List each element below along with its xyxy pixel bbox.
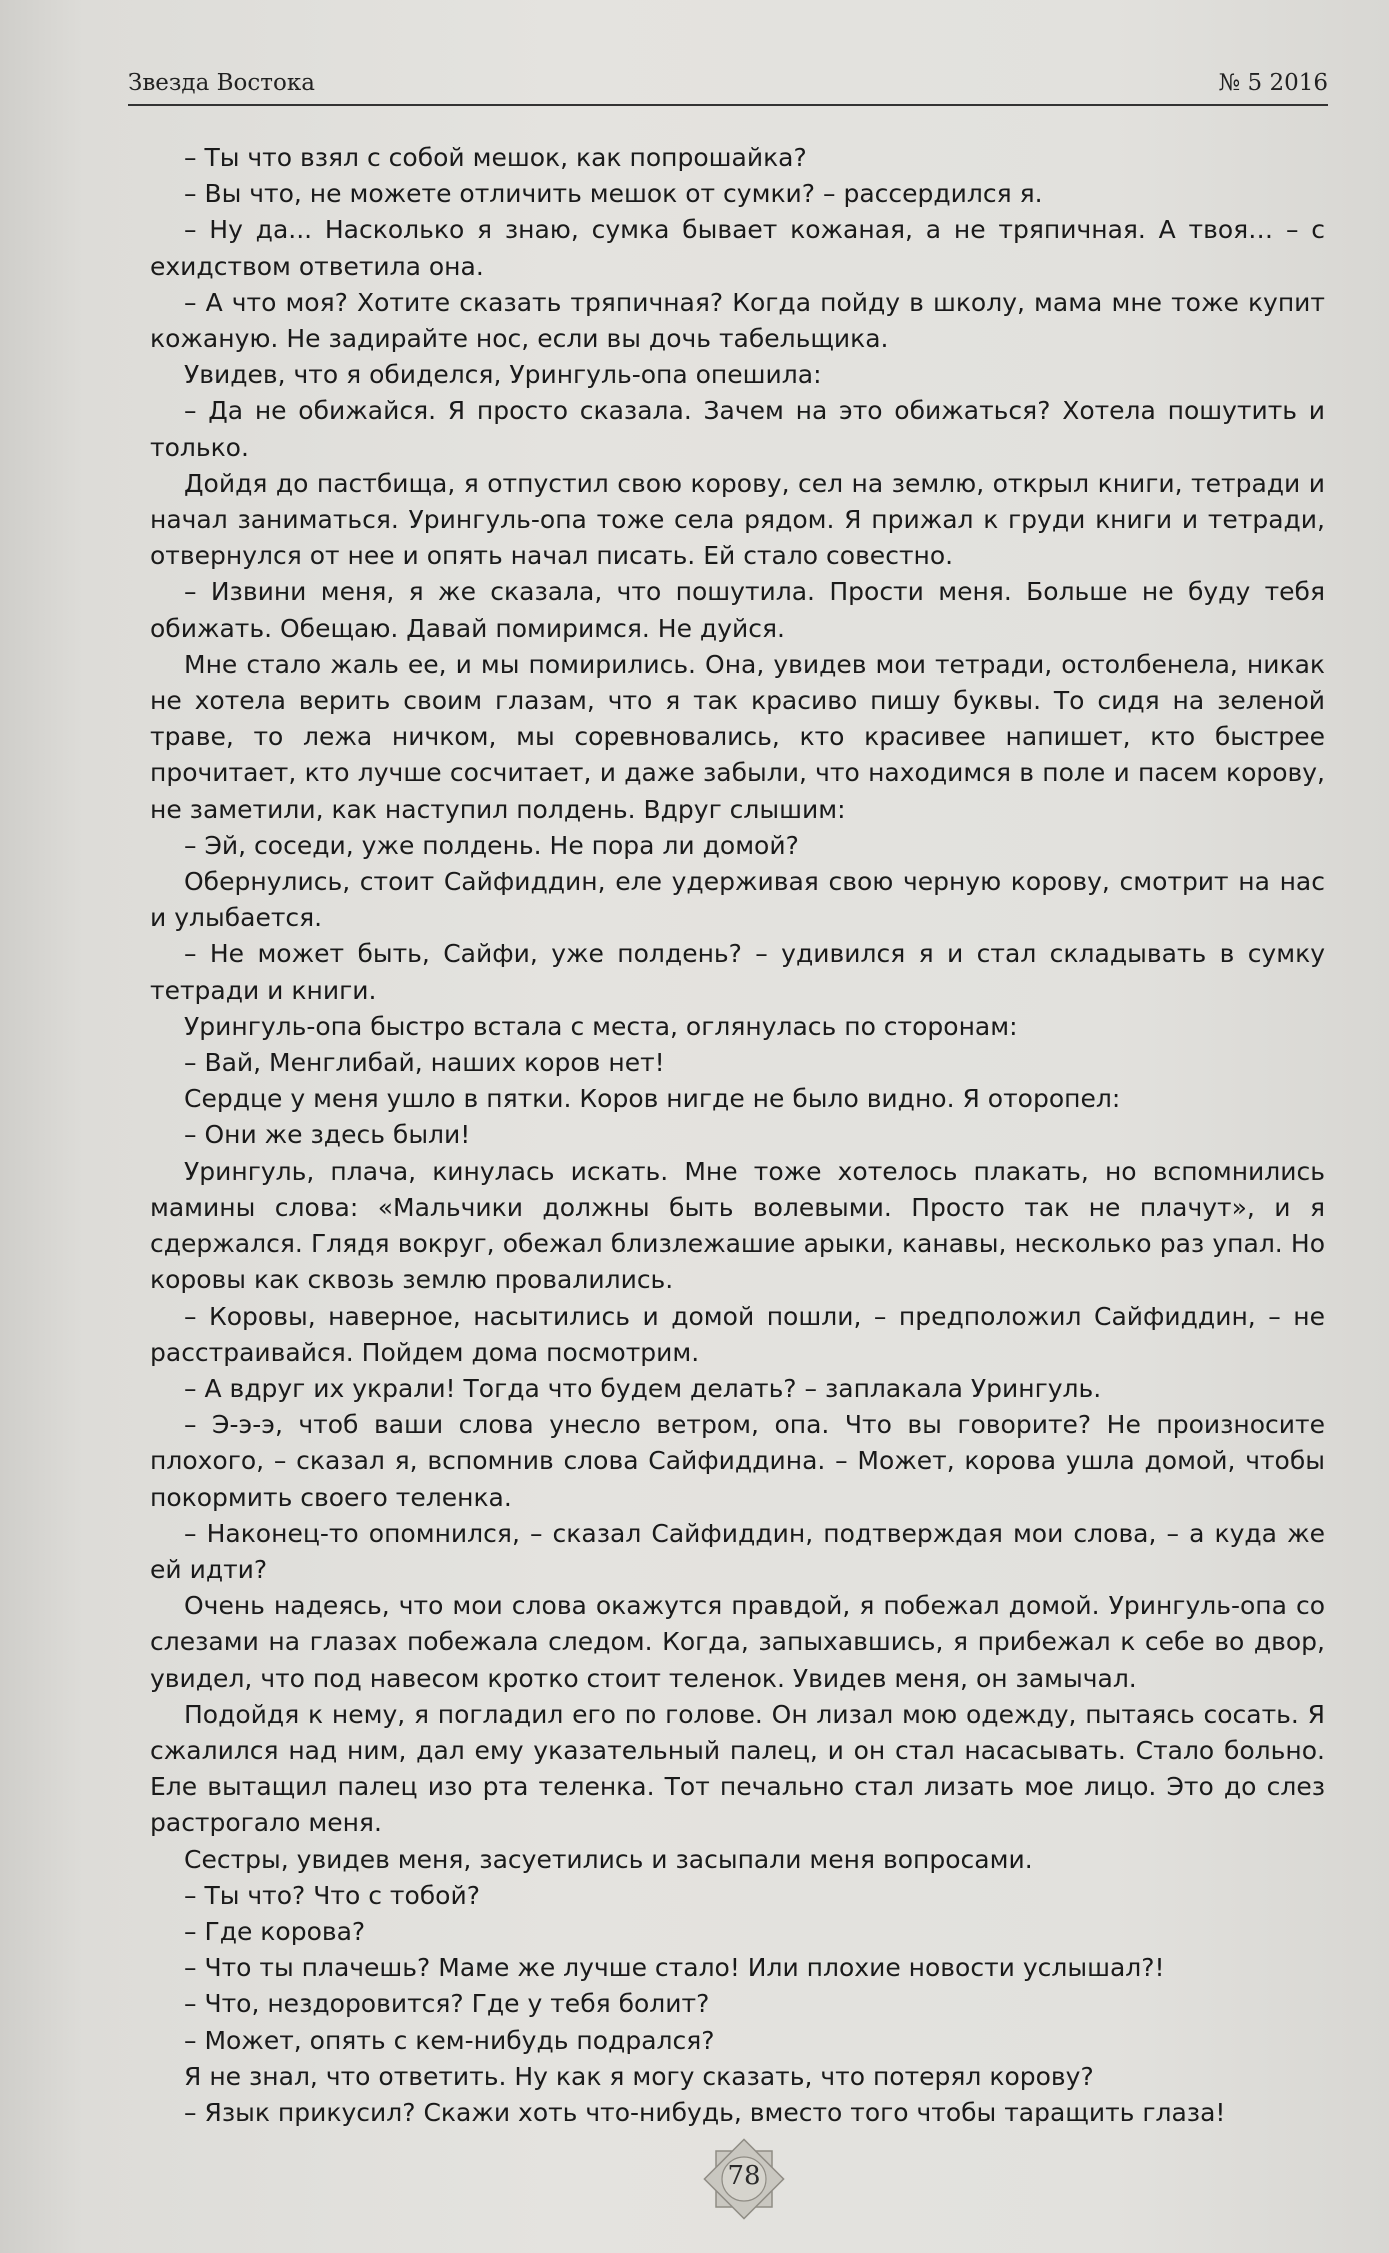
header-rule [128, 104, 1328, 106]
paragraph: – Вы что, не можете отличить мешок от сумки? – рассердился я. [184, 179, 1043, 209]
paragraph: Очень надеясь, что мои слова окажутся правдой, я побежал домой. Урингуль-опа со слезами на глазах побежала следом. Когда, запыхавшись, я прибежал к себе во двор, увидел, что под навесом кротко стоит теленок. Увидев меня, он замычал. [150, 1591, 1325, 1693]
page-number-badge [700, 2135, 788, 2223]
paragraph: – Коровы, наверное, насытились и домой пошли, – предположил Сайфиддин, – не расстраивайся. Пойдем дома посмотрим. [150, 1301, 1325, 1367]
paragraph: – Наконец-то опомнился, – сказал Сайфиддин, подтверждая мои слова, – а куда же ей идти? [150, 1518, 1325, 1584]
paragraph: Подойдя к нему, я погладил его по голове. Он лизал мою одежду, пытаясь сосать. Я сжалился над ним, дал ему указательный палец, и он стал насасывать. Стало больно. Еле вытащил палец изо рта теленка. Тот печально стал лизать мое лицо. Это до слез растрогало меня. [150, 1699, 1325, 1838]
paragraph: – Может, опять с кем-нибудь подрался? [184, 2025, 715, 2055]
paragraph: Сердце у меня ушло в пятки. Коров нигде не было видно. Я оторопел: [184, 1084, 1121, 1114]
paragraph: Мне стало жаль ее, и мы помирились. Она, увидев мои тетради, остолбенела, никак не хотела верить своим глазам, что я так красиво пишу буквы. То сидя на зеленой траве, то лежа ничком, мы соревновались, кто красивее напишет, кто быстрее прочитает, кто лучше сосчитает, и даже забыли, что находимся в поле и пасем корову, не заметили, как наступил полдень. Вдруг слышим: [150, 649, 1325, 824]
paragraph: – Язык прикусил? Скажи хоть что-нибудь, вместо того чтобы таращить глаза! [184, 2097, 1226, 2127]
paragraph: Я не знал, что ответить. Ну как я могу сказать, что потерял корову? [184, 2061, 1094, 2091]
paragraph: Урингуль, плача, кинулась искать. Мне тоже хотелось плакать, но вспомнились мамины слова: «Мальчики должны быть волевыми. Просто так не плачут», и я сдержался. Глядя вокруг, обежал близлежашие арыки, канавы, несколько раз упал. Но коровы как сквозь землю провалились. [150, 1156, 1325, 1295]
paragraph: – Не может быть, Сайфи, уже полдень? – удивился я и стал складывать в сумку тетради и книги. [150, 939, 1325, 1005]
paragraph: – Вай, Менглибай, наших коров нет! [184, 1048, 665, 1078]
paragraph: – А что моя? Хотите сказать тряпичная? Когда пойду в школу, мама мне тоже купит кожаную. Не задирайте нос, если вы дочь табельщика. [150, 287, 1325, 354]
paragraph: – Извини меня, я же сказала, что пошутила. Прости меня. Больше не буду тебя обижать. Обещаю. Давай помиримся. Не дуйся. [150, 577, 1325, 643]
paragraph: – Где корова? [184, 1916, 366, 1946]
paragraph: – Да не обижайся. Я просто сказала. Зачем на это обижаться? Хотела пошутить и только. [150, 396, 1325, 462]
paragraph: – Они же здесь были! [184, 1120, 471, 1150]
paragraph: – А вдруг их украли! Тогда что будем делать? – заплакала Урингуль. [184, 1373, 1102, 1403]
paragraph: – Ну да... Насколько я знаю, сумка бывает кожаная, а не тряпичная. А твоя… – с ехидством ответила она. [150, 215, 1325, 281]
page-number: 78 [727, 2161, 761, 2191]
issue-number: № 5 2016 [1218, 70, 1328, 96]
paragraph: – Э-э-э, чтоб ваши слова унесло ветром, опа. Что вы говорите? Не произносите плохого, – сказал я, вспомнив слова Сайфиддина. – Может, корова ушла домой, чтобы покормить своего теленка. [150, 1410, 1325, 1512]
journal-title: Звезда Востока [128, 70, 315, 96]
paragraph: Сестры, увидев меня, засуетились и засыпали меня вопросами. [184, 1844, 1033, 1874]
paragraph: – Что, нездоровится? Где у тебя болит? [184, 1989, 710, 2019]
paragraph: Дойдя до пастбища, я отпустил свою корову, сел на землю, открыл книги, тетради и начал заниматься. Урингуль-опа тоже села рядом. Я прижал к груди книги и тетради, отвернулся от нее и опять начал писать. Ей стало совестно. [150, 468, 1325, 571]
paragraph: – Что ты плачешь? Маме же лучше стало! Или плохие новости услышал?! [184, 1953, 1165, 1983]
paragraph: Урингуль-опа быстро встала с места, оглянулась по сторонам: [184, 1011, 1018, 1041]
paragraph: – Ты что взял с собой мешок, как попрошайка? [184, 143, 807, 172]
body-text [150, 140, 1325, 2131]
paragraph: Увидев, что я обиделся, Урингуль-опа опешила: [184, 360, 822, 390]
paragraph: Обернулись, стоит Сайфиддин, еле удерживая свою черную корову, смотрит на нас и улыбается. [150, 867, 1325, 933]
paragraph: – Эй, соседи, уже полдень. Не пора ли домой? [184, 830, 799, 860]
paragraph: – Ты что? Что с тобой? [184, 1880, 480, 1910]
